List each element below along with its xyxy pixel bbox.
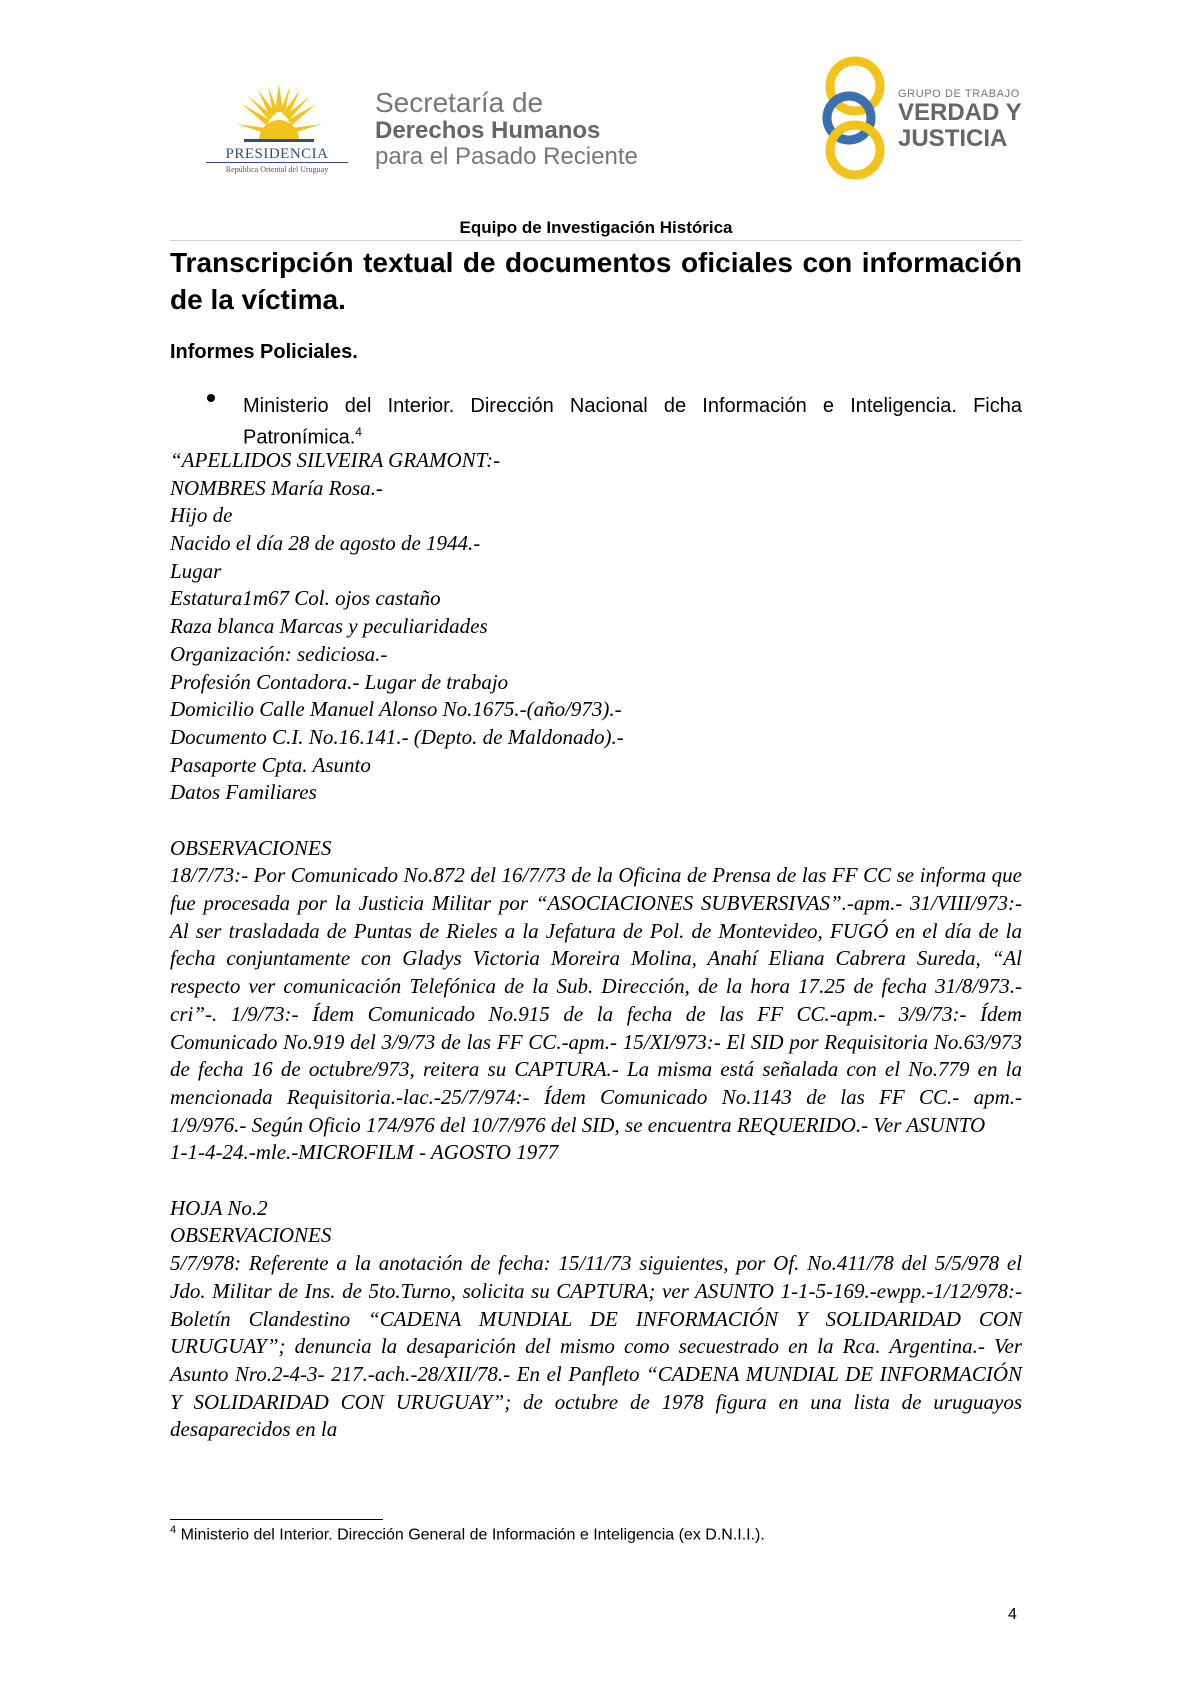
record-line: Profesión Contadora.- Lugar de trabajo — [170, 669, 509, 694]
record-line: Documento C.I. No.16.141.- (Depto. de Maldonado).- — [170, 724, 624, 749]
grupo-trabajo-label: GRUPO DE TRABAJO — [898, 88, 1020, 100]
record-line: Estatura1m67 Col. ojos castaño — [170, 586, 441, 611]
record-line: Domicilio Calle Manuel Alonso No.1675.-(año/973).- — [170, 697, 622, 722]
presidencia-logo — [198, 82, 358, 182]
page-number: 4 — [1008, 1606, 1017, 1623]
footnote — [170, 1524, 765, 1544]
footnote-ref[interactable]: 4 — [355, 425, 362, 439]
record-line: Organización: sediciosa.- — [170, 641, 388, 666]
record-line: Nacido el día 28 de agosto de 1944.- — [170, 531, 481, 556]
observaciones-paragraph: 18/7/73:- Por Comunicado No.872 del 16/7/73 de la Oficina de Prensa de las FF CC se informa que fue procesada por la Justicia Militar por “ASOCIACIONES SUBVERSIVAS”.-apm.- 31/VIII/973:- Al ser trasladada de Puntas de Rieles a la Jefatura de Pol. de Montevideo, FUGÓ en el día de la fecha conjuntamente con Gladys Victoria Moreira Molina, Anahí Eliana Cabrera Sureda, “Al respecto ver comunicación Telefónica de la Sub. Dirección, de la hora 17.25 de fecha 31/8/973.- cri”-. 1/9/73:- Ídem Comunicado No.915 de la fecha de las FF CC.-apm.- 3/9/73:- Ídem Comunicado No.919 del 3/9/73 de las FF CC.-apm.- 15/XI/973:- El SID por Requisitoria No.63/973 de fecha 16 de octubre/973, reitera su CAPTURA.- La misma está señalada con el No.779 en la mencionada Requisitoria.-lac.-25/7/974:- Ídem Comunicado No.1143 de las FF CC.- apm.- 1/9/976.- Según Oficio 174/976 del 10/7/976 del SID, se encuentra REQUERIDO.- Ver ASUNTO — [170, 863, 1022, 1137]
presidencia-sublabel: República Oriental del Uruguay — [225, 165, 329, 174]
bullet-item-text: Ministerio del Interior. Dirección Nacional de Información e Inteligencia. Ficha Patronímica. — [243, 395, 1022, 449]
sun-icon — [234, 82, 324, 144]
spacer — [170, 1167, 1022, 1195]
observaciones-heading-2: OBSERVACIONES — [170, 1223, 332, 1248]
footnote-number: 4 — [170, 1524, 177, 1536]
header-rule — [170, 240, 1022, 241]
page-title: Transcripción textual de documentos oficiales con información de la víctima. — [170, 247, 1022, 315]
secretaria-logo — [375, 88, 638, 170]
secretaria-line1: Secretaría de — [375, 87, 544, 118]
justicia-label: JUSTICIA — [898, 125, 1008, 152]
record-line: Lugar — [170, 558, 222, 583]
spacer — [170, 807, 1022, 835]
record-line: Datos Familiares — [170, 780, 317, 805]
record-line: NOMBRES María Rosa.- — [170, 475, 383, 500]
section-subtitle: Informes Policiales. — [170, 341, 358, 363]
verdad-justicia-rings-icon — [815, 56, 895, 180]
team-heading: Equipo de Investigación Histórica — [459, 218, 733, 237]
grupo-trabajo-logo-text — [898, 88, 1022, 152]
bullet-icon — [207, 394, 215, 402]
secretaria-line3: para el Pasado Reciente — [375, 143, 638, 170]
record-lines — [170, 447, 1022, 807]
hoja-heading: HOJA No.2 — [170, 1195, 268, 1220]
secretaria-line2: Derechos Humanos — [375, 117, 601, 144]
footnote-rule — [170, 1519, 383, 1520]
transcription-body — [170, 447, 1022, 1444]
presidencia-divider — [206, 162, 348, 163]
footnote-text: Ministerio del Interior. Dirección General de Información e Inteligencia (ex D.N.I.I.). — [176, 1526, 765, 1544]
microfilm-line: 1-1-4-24.-mle.-MICROFILM - AGOSTO 1977 — [170, 1140, 559, 1165]
record-line: Hijo de — [170, 503, 233, 528]
record-line: Pasaporte Cpta. Asunto — [170, 752, 371, 777]
bullet-item — [243, 393, 1022, 451]
hoja2-paragraph: 5/7/978: Referente a la anotación de fecha: 15/11/73 siguientes, por Of. No.411/78 del 5/5/978 el Jdo. Militar de Ins. de 5to.Turno, solicita su CAPTURA; ver ASUNTO 1-1-5-169.-ewpp.-1/12/978:- Boletín Clandestino “CADENA MUNDIAL DE INFORMACIÓN Y SOLIDARIDAD CON URUGUAY”; denuncia la desaparición del mismo como secuestrado en la Rca. Argentina.- Ver Asunto Nro.2-4-3- 217.-ach.-28/XII/78.- En el Panfleto “CADENA MUNDIAL DE INFORMACIÓN Y SOLIDARIDAD CON URUGUAY”; de octubre de 1978 figura en una lista de uruguayos desaparecidos en la — [170, 1251, 1022, 1442]
observaciones-heading: OBSERVACIONES — [170, 835, 332, 860]
record-line: “APELLIDOS SILVEIRA GRAMONT:- — [170, 448, 501, 472]
presidencia-label: PRESIDENCIA — [225, 146, 329, 162]
verdad-label: VERDAD Y — [898, 99, 1022, 126]
record-line: Raza blanca Marcas y peculiaridades — [170, 614, 488, 639]
